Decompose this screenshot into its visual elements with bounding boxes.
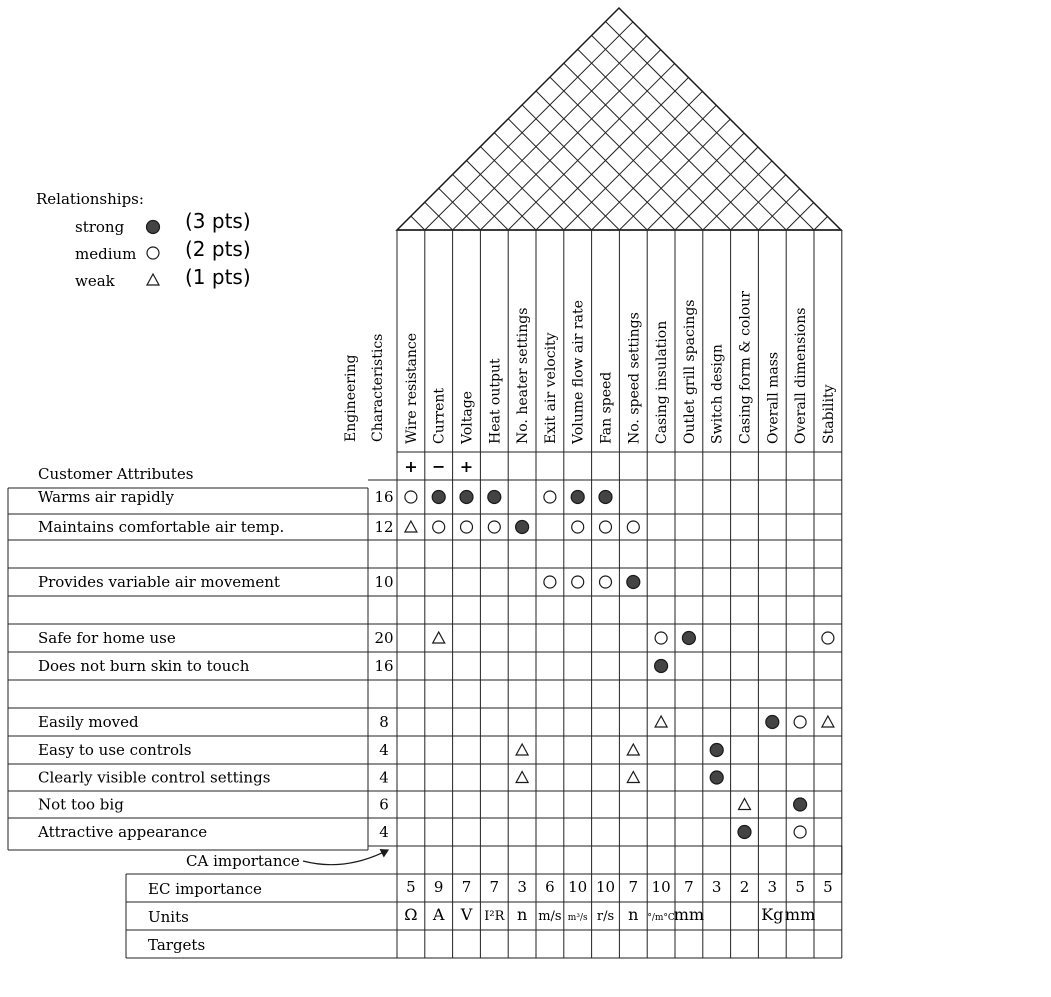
- ec-importance-value: 3: [711, 878, 722, 896]
- medium-mark: [794, 716, 806, 728]
- ec-direction: +: [404, 457, 418, 476]
- strong-mark: [766, 716, 779, 729]
- ec-header-title-line1: Engineering: [343, 354, 359, 442]
- strong-mark: [655, 660, 668, 673]
- targets-label: Targets: [148, 936, 206, 954]
- ec-importance-value: 10: [595, 878, 616, 896]
- ec-importance-value: 7: [684, 878, 694, 896]
- medium-mark: [572, 576, 584, 588]
- ec-unit: I²R: [484, 909, 505, 924]
- strong-mark: [682, 632, 695, 645]
- curved-arrow-icon: [303, 850, 388, 865]
- ec-importance-value: 7: [489, 878, 500, 896]
- ec-labels: [404, 291, 837, 476]
- medium-relationship-icon: [147, 247, 159, 259]
- medium-mark: [405, 491, 417, 503]
- strong-mark: [738, 826, 751, 839]
- medium-mark: [544, 491, 556, 503]
- ca-label: Maintains comfortable air temp.: [38, 518, 285, 536]
- units-label: Units: [148, 908, 189, 926]
- legend-strong-points: (3 pts): [185, 209, 251, 233]
- ec-importance-value: 5: [795, 878, 805, 896]
- medium-mark: [544, 576, 556, 588]
- ec-unit: °/m°C: [647, 913, 675, 923]
- ec-unit: n: [628, 905, 639, 924]
- ec-label: Wire resistance: [403, 333, 420, 444]
- ec-importance-value: 10: [651, 878, 671, 896]
- medium-mark: [794, 826, 806, 838]
- medium-mark: [627, 521, 639, 533]
- ca-importance-value: 16: [374, 657, 394, 675]
- ec-importance-value: 10: [568, 878, 588, 896]
- ec-label: Heat output: [487, 358, 504, 444]
- ca-label: Safe for home use: [38, 629, 176, 647]
- ec-unit: mm: [784, 905, 816, 924]
- ec-label: Overall mass: [765, 351, 782, 444]
- ca-label: Warms air rapidly: [38, 488, 174, 506]
- weak-mark: [822, 716, 834, 727]
- ca-importance-value: 4: [379, 768, 389, 787]
- strong-mark: [627, 576, 640, 589]
- footer-rows: [148, 878, 833, 954]
- ca-importance-value: 8: [379, 713, 389, 731]
- ec-importance-label: EC importance: [148, 880, 262, 898]
- ec-label: No. heater settings: [515, 307, 532, 444]
- legend-strong-label: strong: [75, 218, 125, 236]
- strong-mark: [710, 771, 723, 784]
- ec-label: Current: [431, 387, 448, 444]
- medium-mark: [461, 521, 473, 533]
- weak-mark: [516, 744, 528, 755]
- ec-direction: −: [431, 457, 446, 476]
- ec-importance-value: 5: [823, 878, 833, 896]
- ec-label: Switch design: [709, 344, 726, 444]
- strong-mark: [432, 491, 445, 504]
- ec-label: Volume flow air rate: [570, 300, 587, 444]
- strong-mark: [516, 521, 529, 534]
- ca-label: Does not burn skin to touch: [38, 657, 250, 675]
- ec-importance-value: 7: [628, 878, 639, 896]
- ca-label: Easy to use controls: [38, 741, 192, 759]
- ec-unit: A: [432, 905, 445, 924]
- ec-importance-value: 7: [461, 878, 472, 896]
- weak-mark: [627, 744, 639, 755]
- weak-mark: [405, 521, 417, 532]
- weak-mark: [433, 632, 445, 643]
- medium-mark: [655, 632, 667, 644]
- ec-label: Overall dimensions: [793, 307, 810, 444]
- medium-mark: [600, 521, 612, 533]
- ec-unit: mm: [673, 905, 705, 924]
- ca-label: Provides variable air movement: [38, 573, 280, 591]
- legend-medium-label: medium: [75, 245, 137, 263]
- legend-weak-label: weak: [75, 272, 115, 290]
- strong-mark: [571, 491, 584, 504]
- ec-unit: n: [516, 905, 528, 924]
- correlation-roof: [157, 0, 1051, 230]
- weak-relationship-icon: [147, 274, 159, 285]
- weak-mark: [627, 772, 639, 783]
- ec-direction: +: [459, 457, 474, 476]
- ec-header-title-line2: Characteristics: [370, 333, 386, 442]
- ec-importance-value: 3: [767, 878, 778, 896]
- ca-importance-value: 16: [374, 488, 394, 506]
- strong-mark: [710, 744, 723, 757]
- relationship-legend: [36, 190, 251, 290]
- ec-importance-value: 3: [517, 878, 527, 896]
- legend-weak-points: (1 pts): [185, 265, 251, 289]
- ca-importance-value: 10: [374, 573, 394, 591]
- ca-label: Attractive appearance: [38, 823, 208, 841]
- ca-importance-value: 4: [379, 741, 389, 759]
- ec-label: Outlet grill spacings: [681, 299, 698, 444]
- strong-relationship-icon: [147, 221, 160, 234]
- weak-mark: [516, 772, 528, 783]
- strong-mark: [599, 491, 612, 504]
- medium-mark: [572, 521, 584, 533]
- medium-mark: [600, 576, 612, 588]
- ec-label: Stability: [820, 384, 837, 444]
- ca-rows: [37, 488, 394, 841]
- ec-label: Casing form & colour: [737, 291, 754, 444]
- weak-mark: [655, 716, 667, 727]
- ec-label: Fan speed: [598, 371, 615, 444]
- medium-mark: [822, 632, 834, 644]
- ca-importance-value: 6: [379, 795, 389, 814]
- ca-importance-value: 4: [379, 823, 389, 841]
- strong-mark: [488, 491, 501, 504]
- ec-unit: m/s: [538, 909, 562, 924]
- ec-label: Casing insulation: [654, 320, 671, 444]
- weak-mark: [739, 799, 751, 810]
- legend-title: Relationships:: [36, 190, 144, 208]
- ec-label: Voltage: [459, 391, 476, 444]
- ca-importance-label: CA importance: [186, 852, 300, 870]
- ca-header-title: Customer Attributes: [38, 465, 194, 483]
- ca-label: Clearly visible control settings: [38, 768, 271, 787]
- strong-mark: [460, 491, 473, 504]
- legend-medium-points: (2 pts): [185, 237, 251, 261]
- strong-mark: [794, 798, 807, 811]
- ca-importance-value: 12: [374, 518, 394, 536]
- ca-label: Not too big: [38, 795, 124, 814]
- ec-unit: r/s: [596, 909, 615, 924]
- ec-label: No. speed settings: [626, 312, 643, 444]
- medium-mark: [488, 521, 500, 533]
- ec-importance-value: 2: [739, 878, 750, 896]
- relationship-matrix: [8, 230, 842, 958]
- ca-label: Easily moved: [38, 713, 139, 731]
- ec-unit: V: [460, 905, 473, 924]
- medium-mark: [433, 521, 445, 533]
- ec-importance-value: 5: [406, 878, 416, 896]
- ec-label: Exit air velocity: [542, 332, 559, 444]
- ec-importance-value: 6: [545, 878, 555, 896]
- ec-unit: Kg: [761, 905, 784, 924]
- ec-importance-value: 9: [433, 878, 444, 896]
- ec-unit: m³/s: [567, 913, 588, 923]
- ec-unit: Ω: [404, 905, 418, 924]
- ca-importance-value: 20: [374, 629, 394, 647]
